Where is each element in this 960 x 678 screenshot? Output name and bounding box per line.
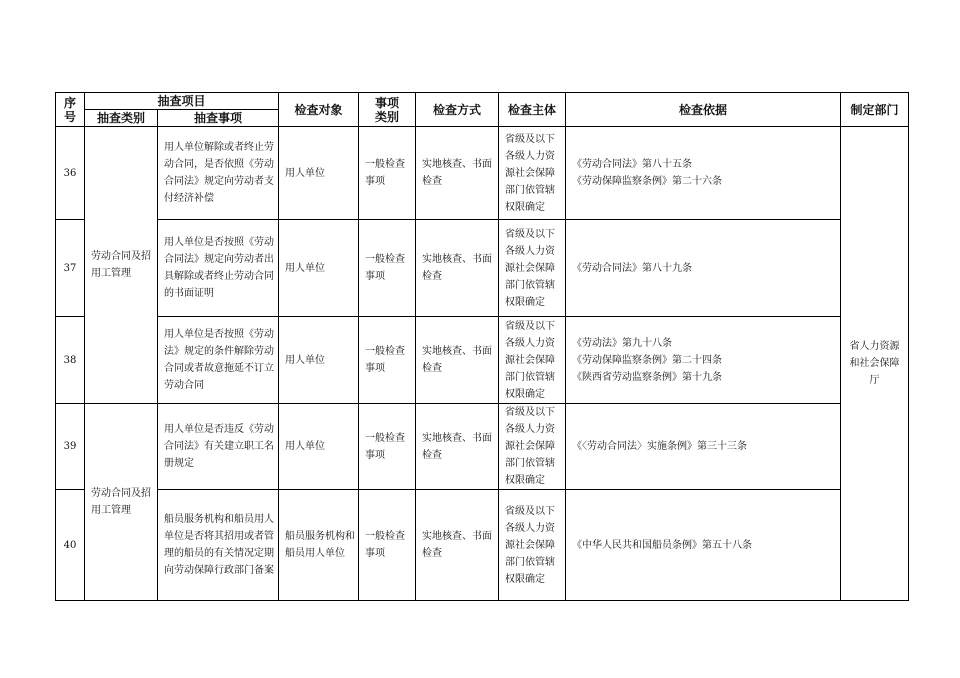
basis-line: 《劳动保障监察条例》第二十六条	[572, 176, 723, 187]
row-target: 用人单位	[279, 127, 359, 220]
row-basis	[566, 220, 841, 317]
row-type: 一般检查事项	[359, 490, 416, 601]
row-category: 劳动合同及招用工管理	[85, 127, 158, 404]
row-target: 用人单位	[279, 404, 359, 490]
header-dept: 制定部门	[841, 93, 909, 127]
row-type: 一般检查事项	[359, 404, 416, 490]
header-item: 抽查事项	[158, 110, 279, 127]
header-category: 抽查类别	[85, 110, 158, 127]
row-subject: 省级及以下各级人力资源社会保障部门依管辖权限确定	[499, 490, 566, 601]
row-basis	[566, 317, 841, 404]
basis-line: 《中华人民共和国船员条例》第五十八条	[572, 539, 753, 551]
row-basis	[566, 490, 841, 601]
table-row	[56, 317, 909, 404]
row-item: 用人单位解除或者终止劳动合同，是否依照《劳动合同法》规定向劳动者支付经济补偿	[158, 127, 279, 220]
basis-line: 《陕西省劳动监察条例》第十九条	[572, 371, 723, 383]
row-method: 实地核查、书面检查	[416, 490, 499, 601]
basis-line: 《劳动法》第九十八条	[572, 337, 673, 349]
row-target: 用人单位	[279, 220, 359, 317]
row-subject: 省级及以下各级人力资源社会保障部门依管辖权限确定	[499, 317, 566, 404]
header-subject: 检查主体	[499, 93, 566, 127]
row-method: 实地核查、书面检查	[416, 127, 499, 220]
row-item: 用人单位是否违反《劳动合同法》有关建立职工名册规定	[158, 404, 279, 490]
header-seq: 序 号	[56, 93, 85, 127]
table-row	[56, 404, 909, 490]
table-row	[56, 220, 909, 317]
table-row	[56, 127, 909, 220]
row-seq: 40	[56, 490, 85, 601]
basis-line: 《〈劳动合同法〉实施条例》第三十三条	[572, 441, 748, 452]
row-subject: 省级及以下各级人力资源社会保障部门依管辖权限确定	[499, 127, 566, 220]
header-method: 检查方式	[416, 93, 499, 127]
header-target: 检查对象	[279, 93, 359, 127]
header-item-group: 抽查项目	[85, 93, 279, 110]
table-row	[56, 490, 909, 601]
row-basis	[566, 127, 841, 220]
row-type: 一般检查事项	[359, 127, 416, 220]
row-seq: 39	[56, 404, 85, 490]
row-category: 劳动合同及招用工管理	[85, 404, 158, 601]
row-basis	[566, 404, 841, 490]
row-type: 一般检查事项	[359, 317, 416, 404]
basis-line: 《劳动合同法》第八十九条	[572, 262, 693, 274]
row-method: 实地核查、书面检查	[416, 317, 499, 404]
row-item: 用人单位是否按照《劳动法》规定的条件解除劳动合同或者故意拖延不订立劳动合同	[158, 317, 279, 404]
row-subject: 省级及以下各级人力资源社会保障部门依管辖权限确定	[499, 220, 566, 317]
row-seq: 36	[56, 127, 85, 220]
row-seq: 38	[56, 317, 85, 404]
row-method: 实地核查、书面检查	[416, 220, 499, 317]
row-item: 用人单位是否按照《劳动合同法》规定向劳动者出具解除或者终止劳动合同的书面证明	[158, 220, 279, 317]
row-target: 用人单位	[279, 317, 359, 404]
row-dept: 省人力资源和社会保障厅	[841, 127, 909, 601]
row-type: 一般检查事项	[359, 220, 416, 317]
row-target: 船员服务机构和船员用人单位	[279, 490, 359, 601]
row-subject: 省级及以下各级人力资源社会保障部门依管辖权限确定	[499, 404, 566, 490]
row-seq: 37	[56, 220, 85, 317]
basis-line: 《劳动保障监察条例》第二十四条	[572, 354, 723, 366]
basis-line: 《劳动合同法》第八十五条	[572, 159, 693, 170]
row-item: 船员服务机构和船员用人单位是否将其招用或者管理的船员的有关情况定期向劳动保障行政部门备案	[158, 490, 279, 601]
inspection-table	[55, 92, 909, 601]
header-basis: 检查依据	[566, 93, 841, 127]
row-method: 实地核查、书面检查	[416, 404, 499, 490]
header-type: 事项 类别	[359, 93, 416, 127]
